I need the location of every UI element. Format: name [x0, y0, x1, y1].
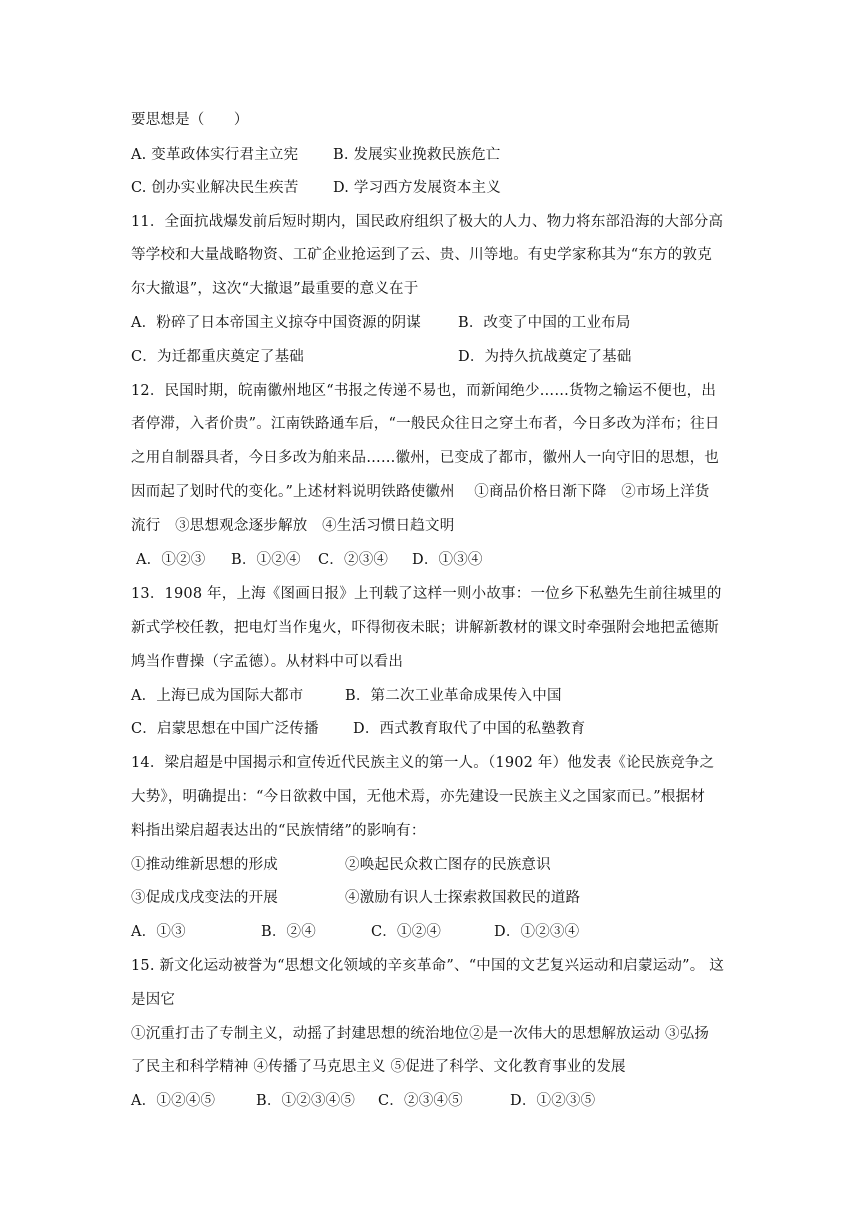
q11-option-d: D．为持久抗战奠定了基础 [458, 349, 632, 365]
q14-item-3: ③促成戊戌变法的开展 [131, 890, 278, 906]
q15-option-b: B．①②③④⑤ [256, 1093, 356, 1109]
q15-stem-line-3: ①沉重打击了专制主义，动摇了封建思想的统治地位②是一次伟大的思想解放运动 ③弘扬 [131, 1026, 710, 1042]
q12-option-c: C．②③④ [318, 552, 389, 568]
q15-stem-line-1: 15. 新文化运动被誉为“思想文化领域的辛亥革命”、“中国的文艺复兴运动和启蒙运动”。 这 [131, 958, 724, 974]
q14-item-4: ④激励有识人士探索救国救民的道路 [345, 890, 581, 906]
q11-stem-line-3: 尔大撤退”，这次“大撤退”最重要的意义在于 [131, 281, 419, 297]
q12-stem-line-4: 因而起了划时代的变化。”上述材料说明铁路使徽州 ①商品价格日渐下降 ②市场上洋货 [131, 484, 710, 500]
q15-option-d: D．①②③⑤ [510, 1093, 596, 1109]
q12-stem-line-5: 流行 ③思想观念逐步解放 ④生活习惯日趋文明 [131, 518, 455, 534]
q14-stem-line-1: 14．梁启超是中国揭示和宣传近代民族主义的第一人。（1902 年）他发表《论民族竞争之 [131, 755, 715, 771]
q14-stem-line-2: 大势》，明确提出：“今日欲救中国，无他术焉，亦先建设一民族主义之国家而已。”根据材 [131, 789, 706, 805]
q15-stem-line-4: 了民主和科学精神 ④传播了马克思主义 ⑤促进了科学、文化教育事业的发展 [131, 1059, 626, 1075]
q14-option-c: C．①②④ [371, 924, 442, 940]
q14-option-b: B．②④ [261, 924, 316, 940]
q15-option-c: C．②③④⑤ [378, 1093, 463, 1109]
q13-option-c: C．启蒙思想在中国广泛传播 [131, 721, 319, 737]
q13-option-b: B．第二次工业革命成果传入中国 [345, 688, 562, 704]
q10-option-d: D. 学习西方发展资本主义 [333, 180, 501, 196]
q14-item-1: ①推动维新思想的形成 [131, 857, 278, 873]
q15-stem-line-2: 是因它 [131, 992, 176, 1008]
q11-stem-line-2: 等学校和大量战略物资、工矿企业抢运到了云、贵、川等地。有史学家称其为“东方的敦克 [131, 247, 712, 263]
q13-option-a: A．上海已成为国际大都市 [131, 688, 304, 704]
q13-option-d: D．西式教育取代了中国的私塾教育 [353, 721, 586, 737]
q11-option-b: B．改变了中国的工业布局 [458, 315, 631, 331]
q11-option-c: C．为迁都重庆奠定了基础 [131, 349, 304, 365]
q10-option-c: C. 创办实业解决民生疾苦 [131, 180, 299, 196]
q13-stem-line-3: 鸠当作曹操（字孟德）。从材料中可以看出 [131, 654, 404, 670]
q12-option-a: A．①②③ [136, 552, 206, 568]
q12-option-b: B．①②④ [231, 552, 301, 568]
q12-option-d: D．①③④ [412, 552, 483, 568]
q11-option-a: A．粉碎了日本帝国主义掠夺中国资源的阴谋 [131, 315, 421, 331]
q12-stem-line-3: 之用自制器具者，今日多改为舶来品……徽州，已变成了都市，徽州人一向守旧的思想，也 [131, 450, 719, 466]
q10-stem-tail: 要思想是（ ） [131, 112, 249, 128]
q15-option-a: A．①②④⑤ [131, 1093, 216, 1109]
q12-stem-line-2: 者停滞，入者价贵”。江南铁路通车后，“一般民众往日之穿土布者，今日多改为洋布；往日 [131, 416, 720, 432]
q13-stem-line-2: 新式学校任教，把电灯当作鬼火，吓得彻夜未眠；讲解新教材的课文时牵强附会地把孟德斯 [131, 620, 719, 636]
q11-stem-line-1: 11．全面抗战爆发前后短时期内，国民政府组织了极大的人力、物力将东部沿海的大部分高 [131, 214, 724, 230]
q14-item-2: ②唤起民众救亡图存的民族意识 [345, 857, 551, 873]
q14-option-d: D．①②③④ [494, 924, 580, 940]
q13-stem-line-1: 13．1908 年，上海《图画日报》上刊载了这样一则小故事：一位乡下私塾先生前往城里的 [131, 586, 722, 602]
q14-option-a: A．①③ [131, 924, 186, 940]
q14-stem-line-3: 料指出梁启超表达出的“民族情绪”的影响有： [131, 823, 426, 839]
q12-stem-line-1: 12．民国时期，皖南徽州地区“书报之传递不易也，而新闻绝少……货物之输运不便也，出 [131, 383, 717, 399]
q10-option-a: A. 变革政体实行君主立宪 [131, 147, 299, 163]
q10-option-b: B. 发展实业挽救民族危亡 [333, 147, 501, 163]
